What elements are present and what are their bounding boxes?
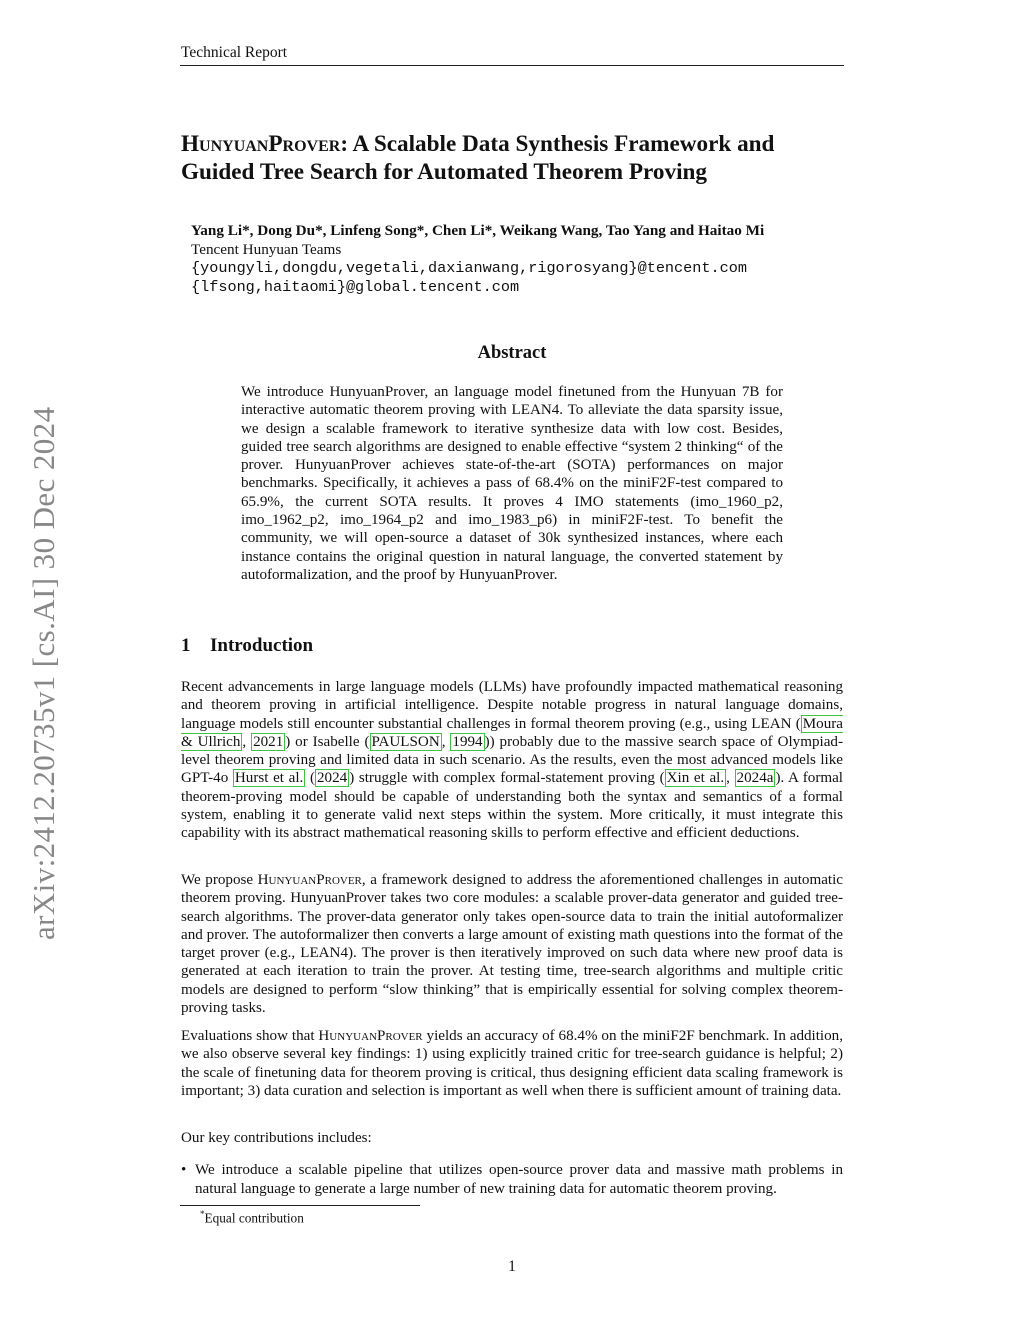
intro-paragraph-2: We propose HunyuanProver, a framework designed to address the aforementioned challenges in automatic theorem proving. HunyuanProver takes two core modules: a scalable prover-data generator and guided tree-search algorithms. The prover-data generator only takes open-source data to train the initial autoformalizer and prover. The autoformalizer then converts a large amount of existing math questions into the format of the target prover (e.g., LEAN4). The prover is then iteratively improved on such data where new proof data is generated at each iteration to train the prover. At testing time, tree-search algorithms and multiple critic models are designed to perform “slow thinking” that is empirically essential for solving complex theorem-proving tasks.: [181, 872, 843, 1017]
intro-paragraph-1: Recent advancements in large language models (LLMs) have profoundly impacted mathematical reasoning and theorem proving in artificial intelligence. Despite notable progress in natural language domains, language models still encounter substantial challenges in formal theorem proving (e.g., using LEAN ( Moura & Ullrich , 2021 ) or Isabelle ( PAULSON , 1994 )) probably due to the massive search space of Olympiad-level theorem proving and limited data in such scenario. As the results, even the most advanced models like GPT-4o Hurst et al. ( 2024 ) struggle with complex formal-statement proving ( Xin et al. , 2024a ). A formal theorem-proving model should be capable of understanding both the syntax and semantics of a formal system, enabling it to generate valid next steps within the system. More critically, it must integrate this capability with its abstract mathematical reasoning skills to perform effective and efficient deductions.: [181, 679, 843, 842]
header-rule: [180, 65, 844, 66]
footnote-mark: *: [200, 1209, 205, 1219]
footnote-text: Equal contribution: [204, 1210, 304, 1226]
abstract-heading: Abstract: [477, 343, 547, 363]
citation-link[interactable]: Moura & Ullrich: [181, 715, 843, 750]
footnote-rule: [180, 1205, 420, 1206]
citation-link[interactable]: 1994: [452, 733, 483, 750]
contribution-text: We introduce a scalable pipeline that utilizes open-source prover data and massive math problems in natural language to generate a large number of new training data for automatic theorem proving.: [195, 1162, 843, 1197]
section-title: Introduction: [210, 635, 314, 656]
author-list: Yang Li*, Dong Du*, Linfeng Song*, Chen Li*, Weikang Wang, Tao Yang and Haitao Mi: [191, 222, 765, 239]
intro-paragraph-3: Evaluations show that HunyuanProver yields an accuracy of 68.4% on the miniF2F benchmark. In addition, we also observe several key findings: 1) using explicitly trained critic for tree-search guidance is helpful; 2) the scale of finetuning data for theorem proving is critical, thus designing efficient data scaling framework is important; 3) data curation and selection is important as well when there is sufficient amount of training data.: [181, 1028, 843, 1099]
intro-paragraph-4: Our key contributions includes:: [181, 1130, 372, 1146]
citation-link[interactable]: Hurst et al.: [234, 770, 304, 787]
system-name: HunyuanProver: [318, 1028, 423, 1044]
email-line-2: {lfsong,haitaomi}@global.tencent.com: [191, 278, 520, 296]
affiliation: Tencent Hunyuan Teams: [191, 241, 342, 258]
page-number: 1: [508, 1258, 516, 1275]
citation-link[interactable]: 2024a: [736, 770, 774, 787]
arxiv-stamp: arXiv:2412.20735v1 [cs.AI] 30 Dec 2024: [26, 406, 61, 940]
title-rest: : A Scalable Data Synthesis Framework and Guided Tree Search for Automated Theorem Proving: [181, 131, 775, 185]
citation-link[interactable]: 2024: [317, 770, 348, 787]
section-number: 1: [181, 635, 191, 656]
system-name: HunyuanProver: [257, 872, 362, 888]
paper-title: [181, 130, 851, 186]
abstract-text: We introduce HunyuanProver, an language model finetuned from the Hunyuan 7B for interactive automatic theorem proving with LEAN4. To alleviate the data sparsity issue, we design a scalable framework to iterative synthesize data with low cost. Besides, guided tree search algorithms are designed to enable effective “system 2 thinking“ of the prover. HunyuanProver achieves state-of-the-art (SOTA) performances on major benchmarks. Specifically, it achieves a pass of 68.4% on the miniF2F-test compared to 65.9%, the current SOTA results. It proves 4 IMO statements (imo_1960_p2, imo_1962_p2, imo_1964_p2 and imo_1983_p6) in miniF2F-test. To benefit the community, we will open-source a dataset of 30k synthesized instances, where each instance contains the original question in natural language, the converted statement by autoformalization, and the proof by HunyuanProver.: [241, 384, 783, 583]
section-heading-introduction: [181, 635, 313, 657]
title-system-name: HunyuanProver: [181, 131, 341, 157]
bullet-icon: •: [181, 1162, 187, 1178]
citation-link[interactable]: PAULSON: [371, 733, 440, 750]
running-head: Technical Report: [181, 44, 288, 61]
contribution-list-item: [181, 1161, 843, 1198]
email-line-1: {youngyli,dongdu,vegetali,daxianwang,rigorosyang}@tencent.com: [191, 259, 747, 277]
citation-link[interactable]: Xin et al.: [666, 770, 725, 787]
citation-link[interactable]: 2021: [253, 733, 284, 750]
footnote: [200, 1209, 304, 1226]
